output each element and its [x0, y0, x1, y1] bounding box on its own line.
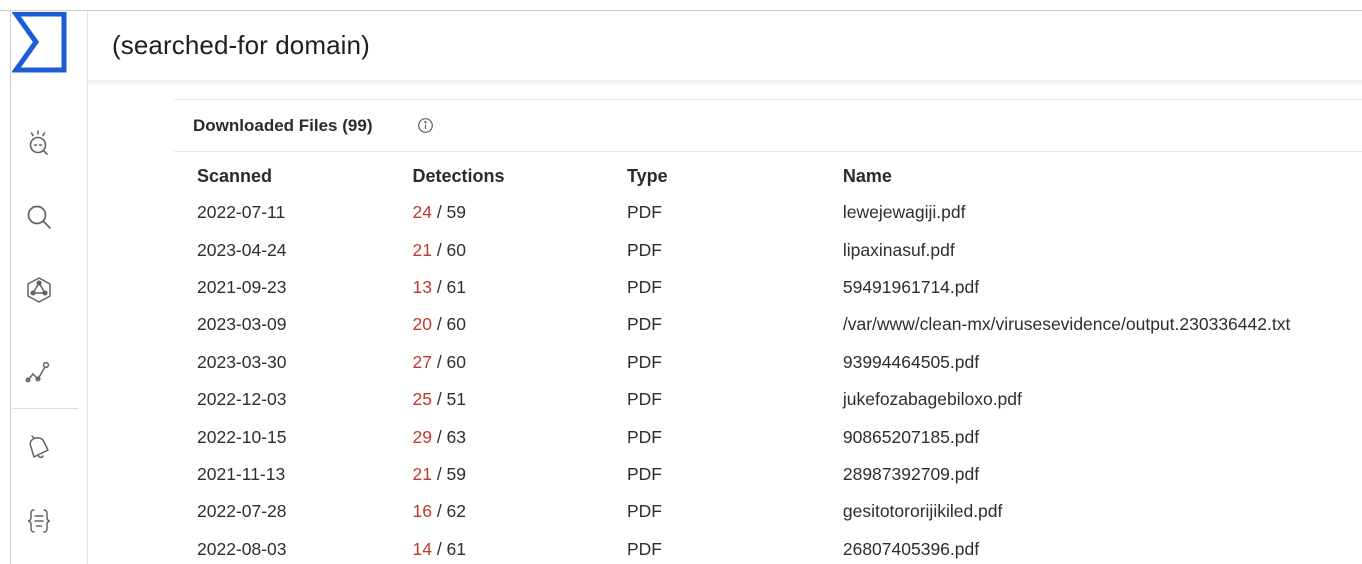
- cell-scanned: 2021-11-13: [197, 463, 286, 484]
- cell-type: PDF: [626, 426, 662, 447]
- cell-type: PDF: [626, 463, 662, 484]
- cell-file-name[interactable]: 90865207185.pdf: [842, 426, 980, 447]
- table-row[interactable]: [197, 306, 1362, 343]
- table-row[interactable]: [197, 194, 1362, 231]
- cell-scanned: 2022-08-03: [197, 538, 287, 559]
- cell-detections: [412, 381, 627, 418]
- cell-scanned: 2021-09-23: [197, 276, 287, 297]
- cell-scanned: 2022-07-28: [197, 501, 287, 522]
- column-header-name[interactable]: Name: [842, 165, 892, 186]
- card-title-count: (99): [342, 116, 373, 135]
- detections-positives: 13: [412, 276, 432, 297]
- cell-scanned: 2022-12-03: [197, 389, 287, 410]
- sidebar-divider: [87, 11, 88, 564]
- search-icon[interactable]: [22, 200, 56, 234]
- detections-total: / 63: [436, 426, 467, 447]
- column-header-detections[interactable]: Detections: [412, 165, 505, 186]
- detections-positives: 27: [412, 351, 432, 372]
- table-row[interactable]: [197, 418, 1362, 455]
- cell-detections: [412, 531, 627, 564]
- table-row[interactable]: [197, 269, 1362, 306]
- column-header-scanned[interactable]: Scanned: [197, 165, 273, 186]
- table-row[interactable]: [197, 381, 1362, 418]
- cell-file-name[interactable]: 59491961714.pdf: [842, 276, 980, 297]
- card-header: [174, 100, 1362, 152]
- cell-detections: [412, 306, 627, 343]
- card-title: [193, 116, 373, 136]
- table-row[interactable]: [197, 344, 1362, 381]
- cell-file-name[interactable]: lipaxinasuf.pdf: [842, 239, 955, 260]
- cell-type: PDF: [626, 538, 662, 559]
- card-title-label: Downloaded Files: [193, 116, 338, 135]
- cell-type: PDF: [626, 389, 662, 410]
- graph-network-icon[interactable]: [22, 273, 56, 307]
- detections-positives: 14: [412, 538, 432, 559]
- detections-positives: 16: [412, 501, 432, 522]
- detections-total: / 59: [436, 202, 467, 223]
- detections-positives: 20: [412, 314, 432, 335]
- cell-file-name[interactable]: lewejewagiji.pdf: [842, 202, 966, 223]
- info-icon[interactable]: [417, 117, 434, 134]
- cell-scanned: 2022-10-15: [197, 426, 287, 447]
- detections-total: / 60: [436, 239, 467, 260]
- column-header-type[interactable]: Type: [626, 165, 668, 186]
- detections-positives: 25: [412, 389, 432, 410]
- cell-type: PDF: [626, 351, 662, 372]
- downloaded-files-table: [197, 158, 1362, 564]
- cell-file-name[interactable]: gesitotororijikiled.pdf: [842, 501, 1003, 522]
- detections-positives: 29: [412, 426, 432, 447]
- cell-detections: [412, 456, 627, 493]
- detections-total: / 61: [436, 276, 467, 297]
- detections-total: / 61: [436, 538, 467, 559]
- detections-total: / 60: [436, 314, 467, 335]
- table-row[interactable]: [197, 531, 1362, 564]
- cell-type: PDF: [626, 202, 662, 223]
- cell-type: PDF: [626, 239, 662, 260]
- sigma-logo-icon[interactable]: [12, 12, 68, 74]
- cell-file-name[interactable]: jukefozabagebiloxo.pdf: [842, 389, 1022, 410]
- downloaded-files-card: [174, 99, 1362, 564]
- cell-detections: [412, 418, 627, 455]
- threat-intel-icon[interactable]: [22, 126, 56, 160]
- detections-total: / 59: [436, 463, 467, 484]
- detections-positives: 24: [412, 202, 432, 223]
- frame-border-left: [10, 10, 11, 564]
- table-row[interactable]: [197, 456, 1362, 493]
- page-title: (searched-for domain): [112, 30, 370, 60]
- frame-border-top: [0, 10, 1362, 11]
- cell-scanned: 2023-03-30: [197, 351, 287, 372]
- cell-type: PDF: [626, 314, 662, 335]
- hunting-icon[interactable]: [22, 356, 56, 390]
- table-row[interactable]: [197, 493, 1362, 530]
- cell-scanned: 2023-04-24: [197, 239, 287, 260]
- cell-file-name[interactable]: 28987392709.pdf: [842, 463, 980, 484]
- header-shadow: [88, 80, 1362, 86]
- cell-detections: [412, 231, 627, 268]
- detections-total: / 62: [436, 501, 467, 522]
- cell-detections: [412, 493, 627, 530]
- cell-file-name[interactable]: 93994464505.pdf: [842, 351, 980, 372]
- cell-file-name[interactable]: 26807405396.pdf: [842, 538, 980, 559]
- detections-total: / 60: [436, 351, 467, 372]
- cell-scanned: 2022-07-11: [197, 202, 286, 223]
- sidebar-separator: [12, 408, 78, 409]
- table-row[interactable]: [197, 231, 1362, 268]
- cell-scanned: 2023-03-09: [197, 314, 287, 335]
- cell-detections: [412, 344, 627, 381]
- cell-type: PDF: [626, 501, 662, 522]
- cell-detections: [412, 269, 627, 306]
- detections-total: / 51: [436, 389, 467, 410]
- cell-file-name[interactable]: /var/www/clean-mx/virusesevidence/output.230336442.txt: [842, 314, 1291, 335]
- detections-positives: 21: [412, 463, 432, 484]
- bell-icon[interactable]: [22, 431, 56, 465]
- detections-positives: 21: [412, 239, 432, 260]
- cell-detections: [412, 194, 627, 231]
- table-header-row: [197, 158, 1362, 194]
- cell-type: PDF: [626, 276, 662, 297]
- livehunt-rules-icon[interactable]: [22, 504, 56, 538]
